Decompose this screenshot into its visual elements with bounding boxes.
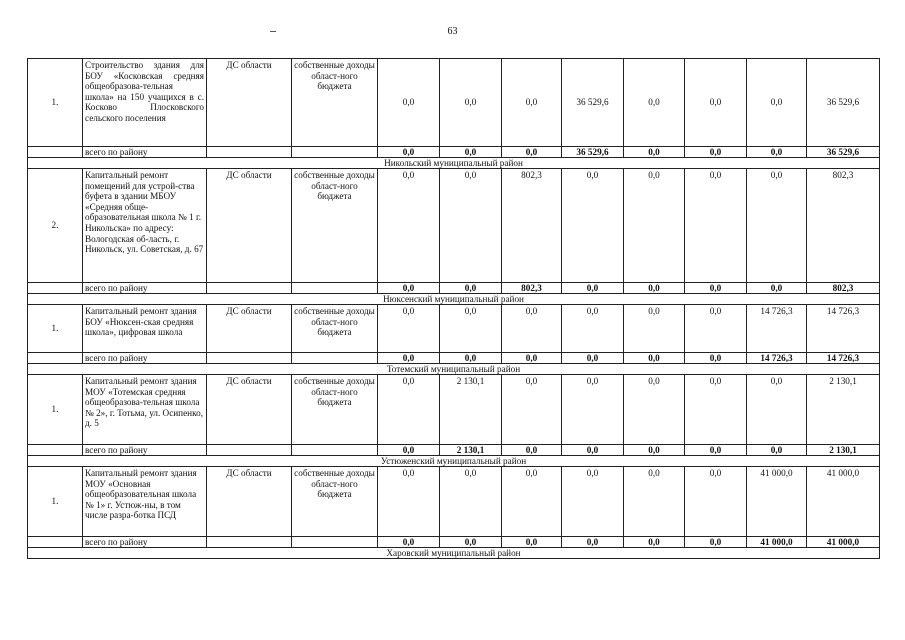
- total-label: всего по району: [83, 283, 207, 294]
- value-col-4: 36 529,6: [562, 59, 624, 147]
- empty-cell: [292, 353, 378, 364]
- empty-cell: [207, 537, 292, 548]
- value-total: 2 130,1: [807, 375, 880, 445]
- value-col-2: 0,0: [440, 59, 502, 147]
- district-header-row: [28, 364, 880, 375]
- district-total-row: [28, 353, 880, 364]
- value-total: 36 529,6: [807, 59, 880, 147]
- project-name: Капитальный ремонт здания БОУ «Нюксен-ская средняя школа», цифровая школа: [83, 305, 207, 353]
- value-col-7: 0,0: [747, 375, 807, 445]
- empty-cell: [207, 147, 292, 158]
- total-value-col-3: 0,0: [502, 147, 562, 158]
- total-value-col-5: 0,0: [624, 445, 685, 456]
- empty-cell: [207, 445, 292, 456]
- total-value-col-3: 802,3: [502, 283, 562, 294]
- value-col-7: 0,0: [747, 169, 807, 283]
- value-col-7: 14 726,3: [747, 305, 807, 353]
- value-col-1: 0,0: [378, 169, 440, 283]
- district-header-row: [28, 158, 880, 169]
- page-mark: [270, 31, 276, 32]
- total-value-col-2: 0,0: [440, 353, 502, 364]
- value-col-6: 0,0: [685, 375, 747, 445]
- total-value-col-5: 0,0: [624, 147, 685, 158]
- budget-table: [27, 58, 880, 559]
- value-col-2: 0,0: [440, 467, 502, 537]
- empty-cell: [28, 537, 83, 548]
- row-number: 2.: [28, 169, 83, 283]
- value-col-4: 0,0: [562, 305, 624, 353]
- total-value-col-1: 0,0: [378, 283, 440, 294]
- empty-cell: [292, 283, 378, 294]
- funding-source: собственные доходы област-ного бюджета: [292, 169, 378, 283]
- total-value-total: 14 726,3: [807, 353, 880, 364]
- project-name: Строительство здания для БОУ «Косковская средняя общеобразова-тельная школа» на 150 учащихся в с. Косково Плосковского сельского поселения: [83, 59, 207, 147]
- district-total-row: [28, 445, 880, 456]
- total-value-col-4: 0,0: [562, 537, 624, 548]
- total-value-col-7: 41 000,0: [747, 537, 807, 548]
- row-number: 1.: [28, 467, 83, 537]
- value-col-4: 0,0: [562, 169, 624, 283]
- total-value-total: 36 529,6: [807, 147, 880, 158]
- value-col-3: 0,0: [502, 59, 562, 147]
- total-value-col-3: 0,0: [502, 353, 562, 364]
- value-col-7: 0,0: [747, 59, 807, 147]
- district-name: Устюженский муниципальный район: [28, 456, 880, 467]
- total-value-col-6: 0,0: [685, 353, 747, 364]
- total-value-total: 41 000,0: [807, 537, 880, 548]
- total-value-col-5: 0,0: [624, 283, 685, 294]
- value-col-5: 0,0: [624, 467, 685, 537]
- value-col-2: 0,0: [440, 305, 502, 353]
- district-name: Тотемский муниципальный район: [28, 364, 880, 375]
- district-total-row: [28, 537, 880, 548]
- value-col-6: 0,0: [685, 59, 747, 147]
- project-name: Капитальный ремонт здания МОУ «Тотемская средняя общеобразова-тельная школа № 2», г. Тотьма, ул. Осипенко, д. 5: [83, 375, 207, 445]
- customer: ДС области: [207, 59, 292, 147]
- district-name: Харовский муниципальный район: [28, 548, 880, 559]
- customer: ДС области: [207, 375, 292, 445]
- empty-cell: [292, 147, 378, 158]
- row-number: 1.: [28, 59, 83, 147]
- total-value-col-1: 0,0: [378, 147, 440, 158]
- funding-source: собственные доходы област-ного бюджета: [292, 305, 378, 353]
- total-value-col-1: 0,0: [378, 353, 440, 364]
- empty-cell: [207, 353, 292, 364]
- value-col-5: 0,0: [624, 59, 685, 147]
- row-number: 1.: [28, 305, 83, 353]
- district-total-row: [28, 283, 880, 294]
- empty-cell: [207, 283, 292, 294]
- total-value-col-7: 0,0: [747, 283, 807, 294]
- page-number: 63: [447, 26, 458, 37]
- total-value-col-3: 0,0: [502, 537, 562, 548]
- value-col-7: 41 000,0: [747, 467, 807, 537]
- value-col-4: 0,0: [562, 467, 624, 537]
- total-value-col-5: 0,0: [624, 537, 685, 548]
- value-col-3: 0,0: [502, 467, 562, 537]
- customer: ДС области: [207, 305, 292, 353]
- total-value-col-2: 0,0: [440, 537, 502, 548]
- total-value-col-2: 0,0: [440, 283, 502, 294]
- value-col-5: 0,0: [624, 305, 685, 353]
- total-label: всего по району: [83, 353, 207, 364]
- value-col-1: 0,0: [378, 467, 440, 537]
- district-name: Нюксенский муниципальный район: [28, 294, 880, 305]
- value-col-6: 0,0: [685, 467, 747, 537]
- value-total: 14 726,3: [807, 305, 880, 353]
- total-value-col-5: 0,0: [624, 353, 685, 364]
- empty-cell: [28, 147, 83, 158]
- value-total: 802,3: [807, 169, 880, 283]
- project-row: [28, 375, 880, 445]
- total-label: всего по району: [83, 445, 207, 456]
- project-name: Капитальный ремонт здания МОУ «Основная общеобразовательная школа № 1» г. Устюж-ны, в том числе разра-ботка ПСД: [83, 467, 207, 537]
- funding-source: собственные доходы област-ного бюджета: [292, 59, 378, 147]
- total-value-col-2: 0,0: [440, 147, 502, 158]
- value-col-2: 2 130,1: [440, 375, 502, 445]
- total-value-total: 802,3: [807, 283, 880, 294]
- table-body: [28, 59, 880, 559]
- empty-cell: [28, 283, 83, 294]
- total-value-col-1: 0,0: [378, 537, 440, 548]
- total-value-col-4: 0,0: [562, 445, 624, 456]
- total-value-total: 2 130,1: [807, 445, 880, 456]
- total-label: всего по району: [83, 537, 207, 548]
- value-col-2: 0,0: [440, 169, 502, 283]
- project-row: [28, 467, 880, 537]
- empty-cell: [28, 445, 83, 456]
- funding-source: собственные доходы област-ного бюджета: [292, 467, 378, 537]
- total-value-col-4: 36 529,6: [562, 147, 624, 158]
- total-value-col-6: 0,0: [685, 147, 747, 158]
- total-value-col-1: 0,0: [378, 445, 440, 456]
- customer: ДС области: [207, 467, 292, 537]
- value-col-5: 0,0: [624, 169, 685, 283]
- empty-cell: [292, 537, 378, 548]
- district-total-row: [28, 147, 880, 158]
- total-value-col-6: 0,0: [685, 283, 747, 294]
- customer: ДС области: [207, 169, 292, 283]
- project-row: [28, 305, 880, 353]
- empty-cell: [28, 353, 83, 364]
- row-number: 1.: [28, 375, 83, 445]
- value-col-4: 0,0: [562, 375, 624, 445]
- value-col-6: 0,0: [685, 305, 747, 353]
- value-col-1: 0,0: [378, 375, 440, 445]
- total-value-col-4: 0,0: [562, 353, 624, 364]
- total-label: всего по району: [83, 147, 207, 158]
- funding-source: собственные доходы област-ного бюджета: [292, 375, 378, 445]
- project-row: [28, 59, 880, 147]
- value-col-3: 0,0: [502, 375, 562, 445]
- total-value-col-4: 0,0: [562, 283, 624, 294]
- value-col-1: 0,0: [378, 59, 440, 147]
- total-value-col-6: 0,0: [685, 445, 747, 456]
- empty-cell: [292, 445, 378, 456]
- value-col-5: 0,0: [624, 375, 685, 445]
- district-name: Никольский муниципальный район: [28, 158, 880, 169]
- project-row: [28, 169, 880, 283]
- project-name: Капитальный ремонт помещений для устрой-ства буфета в здании МБОУ «Средняя обще-образовательная школа № 1 г. Никольска» по адресу: Вологодская об-ласть, г. Никольск, ул. Советская, д. 67: [83, 169, 207, 283]
- value-col-3: 0,0: [502, 305, 562, 353]
- total-value-col-7: 0,0: [747, 445, 807, 456]
- value-col-6: 0,0: [685, 169, 747, 283]
- district-header-row: [28, 548, 880, 559]
- value-total: 41 000,0: [807, 467, 880, 537]
- total-value-col-2: 2 130,1: [440, 445, 502, 456]
- district-header-row: [28, 294, 880, 305]
- total-value-col-7: 14 726,3: [747, 353, 807, 364]
- total-value-col-6: 0,0: [685, 537, 747, 548]
- total-value-col-7: 0,0: [747, 147, 807, 158]
- total-value-col-3: 0,0: [502, 445, 562, 456]
- value-col-3: 802,3: [502, 169, 562, 283]
- value-col-1: 0,0: [378, 305, 440, 353]
- district-header-row: [28, 456, 880, 467]
